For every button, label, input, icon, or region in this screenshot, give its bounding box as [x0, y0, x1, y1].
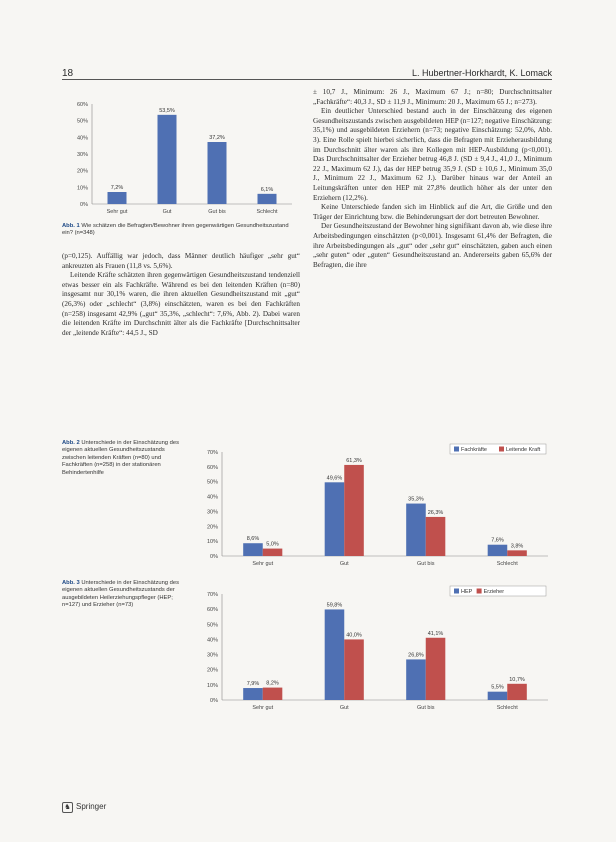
legend-entry: Leitende Kraft: [506, 447, 541, 453]
bar: [406, 504, 426, 556]
y-tick-label: 60%: [206, 607, 218, 614]
y-tick-label: 40%: [206, 637, 218, 644]
y-tick-label: 0%: [210, 698, 218, 704]
data-label: 8,2%: [266, 680, 279, 687]
y-tick-label: 50%: [76, 118, 88, 125]
x-tick-label: Sehr gut: [252, 561, 274, 567]
data-label: 35,3%: [408, 496, 424, 503]
bar: [507, 684, 527, 700]
y-tick-label: 60%: [76, 102, 88, 108]
x-tick-label: Gut: [339, 705, 349, 711]
x-tick-label: Gut: [339, 561, 349, 567]
data-label: 41,1%: [427, 630, 444, 637]
y-tick-label: 70%: [206, 450, 218, 456]
y-tick-label: 0%: [210, 554, 218, 560]
figure-2-caption: [62, 440, 180, 477]
running-head: L. Hubertner-Horkhardt, K. Lomack: [411, 68, 552, 78]
data-label: 5,5%: [491, 684, 504, 691]
paragraph: (p=0,125). Auffällig war jedoch, dass Männer deutlich häufiger „sehr gut“ ankreuzten als Frauen (11,8 vs. 5,6%).: [62, 252, 300, 270]
legend-swatch: [477, 589, 482, 594]
bar: [325, 609, 345, 700]
y-tick-label: 20%: [76, 168, 88, 175]
bar: [243, 543, 263, 556]
data-label: 37,2%: [209, 135, 225, 141]
publisher-name: Springer: [76, 802, 107, 811]
legend-swatch: [499, 447, 504, 452]
bar: [426, 638, 446, 700]
y-tick-label: 10%: [206, 682, 218, 689]
bar: [406, 659, 426, 700]
y-tick-label: 40%: [206, 494, 218, 501]
x-tick-label: Sehr gut: [252, 705, 274, 711]
bar: [158, 115, 177, 204]
x-tick-label: Schlecht: [256, 209, 278, 215]
data-label: 7,6%: [491, 537, 504, 544]
figure-1-label: Abb. 1: [62, 223, 80, 229]
figure-3-label: Abb. 3: [62, 580, 80, 586]
y-tick-label: 0%: [80, 202, 88, 208]
figure-2-label: Abb. 2: [62, 440, 80, 446]
data-label: 53,5%: [159, 107, 175, 114]
data-label: 40,0%: [346, 632, 362, 639]
bar: [344, 639, 364, 700]
bar: [426, 517, 446, 556]
bar: [258, 194, 277, 204]
publisher-logo: [62, 802, 106, 813]
paragraph: Keine Unterschiede fanden sich im Hinblick auf die Art, die Größe und den Träger der Einrichtung bzw. die Behinderungsart der dort betreuten Bewohner.: [313, 203, 552, 221]
figure-1-caption: [62, 223, 300, 238]
y-tick-label: 10%: [76, 185, 88, 192]
x-tick-label: Gut: [162, 209, 172, 215]
bar: [325, 482, 345, 556]
x-tick-label: Gut bis: [417, 561, 435, 567]
data-label: 49,6%: [326, 475, 343, 482]
y-tick-label: 50%: [206, 479, 218, 486]
data-label: 59,8%: [326, 602, 343, 609]
figure-3-caption: [62, 580, 180, 610]
x-tick-label: Gut bis: [417, 705, 435, 711]
x-tick-label: Schlecht: [496, 705, 518, 711]
bar: [507, 550, 527, 556]
x-tick-label: Gut bis: [208, 209, 226, 215]
data-label: 26,3%: [427, 509, 444, 516]
left-column-text: [62, 252, 300, 338]
bar: [488, 545, 508, 556]
right-column-text: [313, 88, 552, 270]
y-tick-label: 30%: [206, 509, 218, 516]
data-label: 7,2%: [110, 185, 124, 191]
x-tick-label: Sehr gut: [106, 209, 128, 215]
data-label: 5,0%: [266, 541, 279, 548]
bar: [263, 549, 283, 556]
figure-3-caption-text: Unterschiede in der Einschätzung des eigenen aktuellen Gesundheitszustands der ausgebildeten Heilerziehungspfleger (HEP; n=127) und Erzieher (n=73): [62, 580, 179, 609]
data-label: 8,6%: [246, 536, 260, 543]
springer-horse-icon: ♞: [62, 802, 73, 813]
paragraph: ± 10,7 J., Minimum: 26 J., Maximum 67 J.; n=80; Durchschnittsalter „Fachkräfte“: 40,3 J., SD ± 11,9 J., Minimum: 20 J., Maximum 65 J.; n=273).: [313, 88, 552, 106]
bar: [344, 465, 364, 556]
figure-3-chart: [198, 580, 554, 718]
page-number: 18: [62, 68, 74, 79]
bar: [108, 192, 127, 204]
data-label: 3,8%: [510, 543, 524, 550]
data-label: 26,8%: [408, 652, 424, 659]
figure-1-caption-text: Wie schätzen die Befragten/Bewohner ihren gegenwärtigen Gesundheitszustand ein? (n=348): [62, 223, 289, 237]
data-label: 10,7%: [509, 676, 525, 683]
y-tick-label: 50%: [206, 622, 218, 629]
figure-2-chart: [198, 438, 554, 572]
legend-entry: Fachkräfte: [461, 447, 487, 453]
figure-2-caption-text: Unterschiede in der Einschätzung des eigenen aktuellen Gesundheitszustands zwischen leitenden Kräften (n=80) und Fachkräften (n=258) in der stationären Behindertenhilfe: [62, 440, 179, 476]
y-tick-label: 70%: [206, 592, 218, 598]
legend-swatch: [454, 589, 459, 594]
x-tick-label: Schlecht: [496, 561, 518, 567]
paragraph: Ein deutlicher Unterschied bestand auch in der Einschätzung des eigenen Gesundheitszustands zwischen ausgebildeten HEP (n=127; negative Einschätzung: 35,1%) und ausgebildeten Erziehern (n=73; negative Einschätzung: 52,0%, Abb. 3). Eine Rolle spielt hierbei sicherlich, dass die Befragten mit Erzieherausbildung im Durchschnitt älter waren als ihre Kollegen mit HEP-Ausbildung (p<0,001). Das Durchschnittsalter der Erzieher betrug 46,8 J. (SD ± 9,4 J., 41,0 J., Minimum 22 J., Maximum 62 J.), das der HEP betrug 35,9 J. (SD ± 10,6 J., Minimum 35,0 J., Minimum 22 J., Maximum 62 J.). Darüber hinaus war der Anteil an Leitungskräften unter den HEP mit 27,8% deutlich höher als der unter den Erziehern (12,2%).: [313, 107, 552, 202]
bar: [488, 692, 508, 700]
legend-entry: Erzieher: [483, 589, 505, 595]
y-tick-label: 60%: [206, 464, 218, 471]
header-rule: [62, 79, 552, 80]
data-label: 6,1%: [260, 186, 274, 193]
paragraph: Der Gesundheitszustand der Bewohner hing signifikant davon ab, wie diese ihre Arbeitsbedingungen einschätzten (p<0,001). Insgesamt 61,4% der Befragten, die ihre Arbeitsbedingungen als „gut“ oder „sehr gut“ einschätzten, gaben auch einen „sehr guten“ oder „guten“ Gesundheitszustand an. Andererseits gaben 65,6% der Befragten, die ihre: [313, 222, 552, 269]
y-tick-label: 20%: [206, 667, 218, 674]
paragraph: Leitende Kräfte schätzten ihren gegenwärtigen Gesundheitszustand tendenziell etwas besser ein als Fachkräfte. Während es bei den leitenden Kräften (n=80) insgesamt nur 30,1% waren, die ihren aktuellen Gesundheitszustand mit „gut“ (26,3%) oder „schlecht“ (3,8%) einschätzten, waren es bei den Fachkräften (n=258) insgesamt 42,9% („gut“ 35,3%, „schlecht“: 7,6%, Abb. 2). Dabei waren die leitenden Kräfte im Durchschnitt älter als die Fachkräfte [Durchschnittsalter der „leitende Kräfte“: 44,5 J., SD: [62, 271, 300, 337]
legend-entry: HEP: [461, 589, 473, 595]
bar: [263, 688, 283, 700]
data-label: 7,9%: [246, 681, 260, 688]
bar: [208, 142, 227, 204]
bar: [243, 688, 263, 700]
data-label: 61,3%: [346, 457, 362, 464]
y-tick-label: 30%: [206, 652, 218, 659]
y-tick-label: 40%: [76, 135, 88, 142]
legend-swatch: [454, 447, 459, 452]
y-tick-label: 20%: [206, 524, 218, 531]
y-tick-label: 30%: [76, 152, 88, 158]
figure-1-chart: [62, 92, 300, 218]
y-tick-label: 10%: [206, 539, 218, 546]
